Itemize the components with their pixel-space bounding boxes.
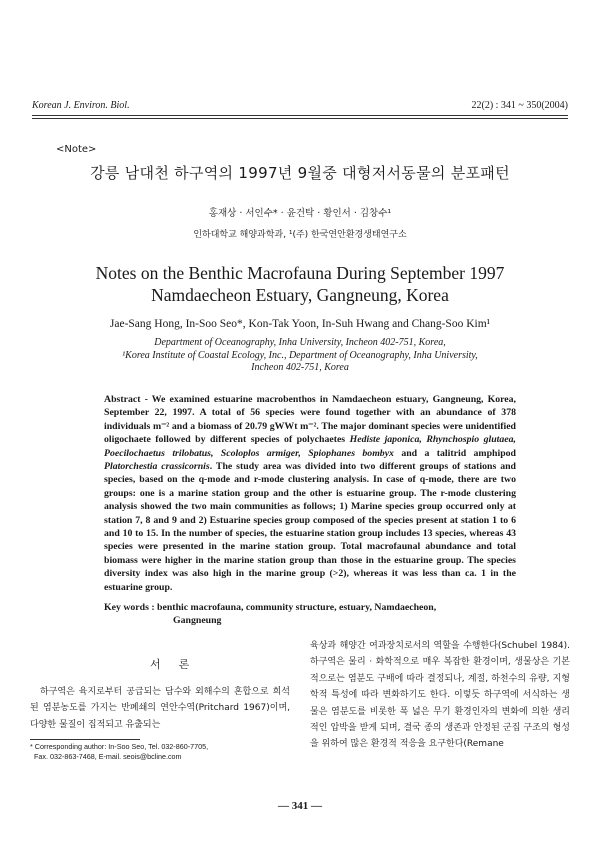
affiliation-line-3: Incheon 402-751, Korea [251,362,349,373]
running-header [32,100,568,111]
footnote-line-1: * Corresponding author: In-Soo Seo, Tel. 032-860-7705, [30,742,209,751]
english-authors: Jae-Sang Hong, In-Soo Seo*, Kon-Tak Yoon, In-Suh Hwang and Chang-Soo Kim¹ [109,318,491,330]
header-rule-double [32,118,568,119]
abstract-text-3: . The study area was divided into two different groups of stations and species, based on the q-mode and r-mode clustering analysis. In case of q-mode, there are two groups: one is a marine station group and the other is estuarine group. The r-mode clustering analysis showed the two main communities as follows; 1) Marine species group occurred only at station 7, 8 and 9 and 2) Estuarine species group composed of the species present at station 1 to 6 and 10 to 15. In the number of species, the estuarine station group includes 13 species, whereas 43 species were presented in the marine station group. Total macrofaunal abundance and total biomass were higher in the marine station group than those in the estuarine group. The species diversity index was also high in the marine group (>2), whereas it was less than ca. 1 in the estuarine group. [104,461,516,593]
keywords [104,601,516,628]
abstract-species-list: Hediste japonica, Rhynchospio glutaea, Poecilochaetus trilobatus, Scoloplos armiger, Spiophanes bombyx [104,434,517,459]
english-title [0,262,600,306]
body-left-column: 하구역은 육지로부터 공급되는 담수와 외해수의 혼합으로 희석된 염분농도를 가지는 반폐쇄의 연안수역(Pritchard 1967)이며, 다양한 물질이 집적되고 유출되는 [30,687,290,730]
footnote [30,742,208,761]
korean-affiliation: 인하대학교 해양과학과, ¹(주) 한국연안환경생태연구소 [193,230,407,240]
keywords-line-2: Gangneung [173,615,222,627]
korean-title: 강릉 남대천 하구역의 1997년 9월중 대형저서동물의 분포패턴 [90,164,510,182]
body-right-column: 육상과 해양간 여과장치로서의 역할을 수행한다(Schubel 1984). 하구역은 물리 · 화학적으로 매우 복잡한 환경이며, 생물상은 기본적으로는 염분도 구배에 따라 결정되나, 계절, 하천수의 유량, 지형학적 특성에 따라 변화하기도 한다. 이렇듯 하구역에 서식하는 생물은 염분도를 비롯한 폭 넓은 무기 환경인자의 변화에 의한 생리적인 압박을 받게 되며, 결국 종의 생존과 안정된 군집 구조의 형성을 위하여 많은 환경적 적응을 요구한다(Remane [310,641,570,750]
page-number: — 341 — [278,800,322,812]
english-title-line-1: Notes on the Benthic Macrofauna During September 1997 [95,263,505,283]
section-heading: 서론 [150,658,208,671]
volume-pages: 22(2) : 341 ~ 350(2004) [471,100,568,111]
header-rule [32,115,568,116]
abstract-species-amphipod: Platorchestia crassicornis [104,461,210,473]
english-title-line-2: Namdaecheon Estuary, Gangneung, Korea [151,285,449,305]
keywords-line-1: Key words : benthic macrofauna, community structure, estuary, Namdaecheon, [104,602,437,613]
abstract [104,393,516,594]
affiliation-line-2: ¹Korea Institute of Coastal Ecology, Inc., Department of Oceanography, Inha University, [122,349,478,361]
affiliation-line-1: Department of Oceanography, Inha University, Incheon 402-751, Korea, [154,337,446,348]
note-tag: <Note> [56,144,97,155]
abstract-text-1: Abstract - We examined estuarine macrobenthos in Namdaecheon estuary, Gangneung, Korea, September 22, 1997. A total of 56 species were found together with an abundance of 378 individuals m⁻² and a biomass of 20.79 gWWt m⁻². The major dominant species were unidentified oligochaete followed by different species of polychaetes [104,394,516,446]
abstract-text-2: and a talitrid amphipod [393,447,516,459]
footnote-line-2: Fax. 032-863-7468, E-mail. seois@bcline.com [34,751,182,761]
journal-name: Korean J. Environ. Biol. [32,100,130,111]
korean-authors: 홍재상 · 서인수* · 윤건탁 · 황인서 · 김창수¹ [208,208,392,219]
english-affiliation [0,337,600,375]
footnote-rule [30,739,140,740]
